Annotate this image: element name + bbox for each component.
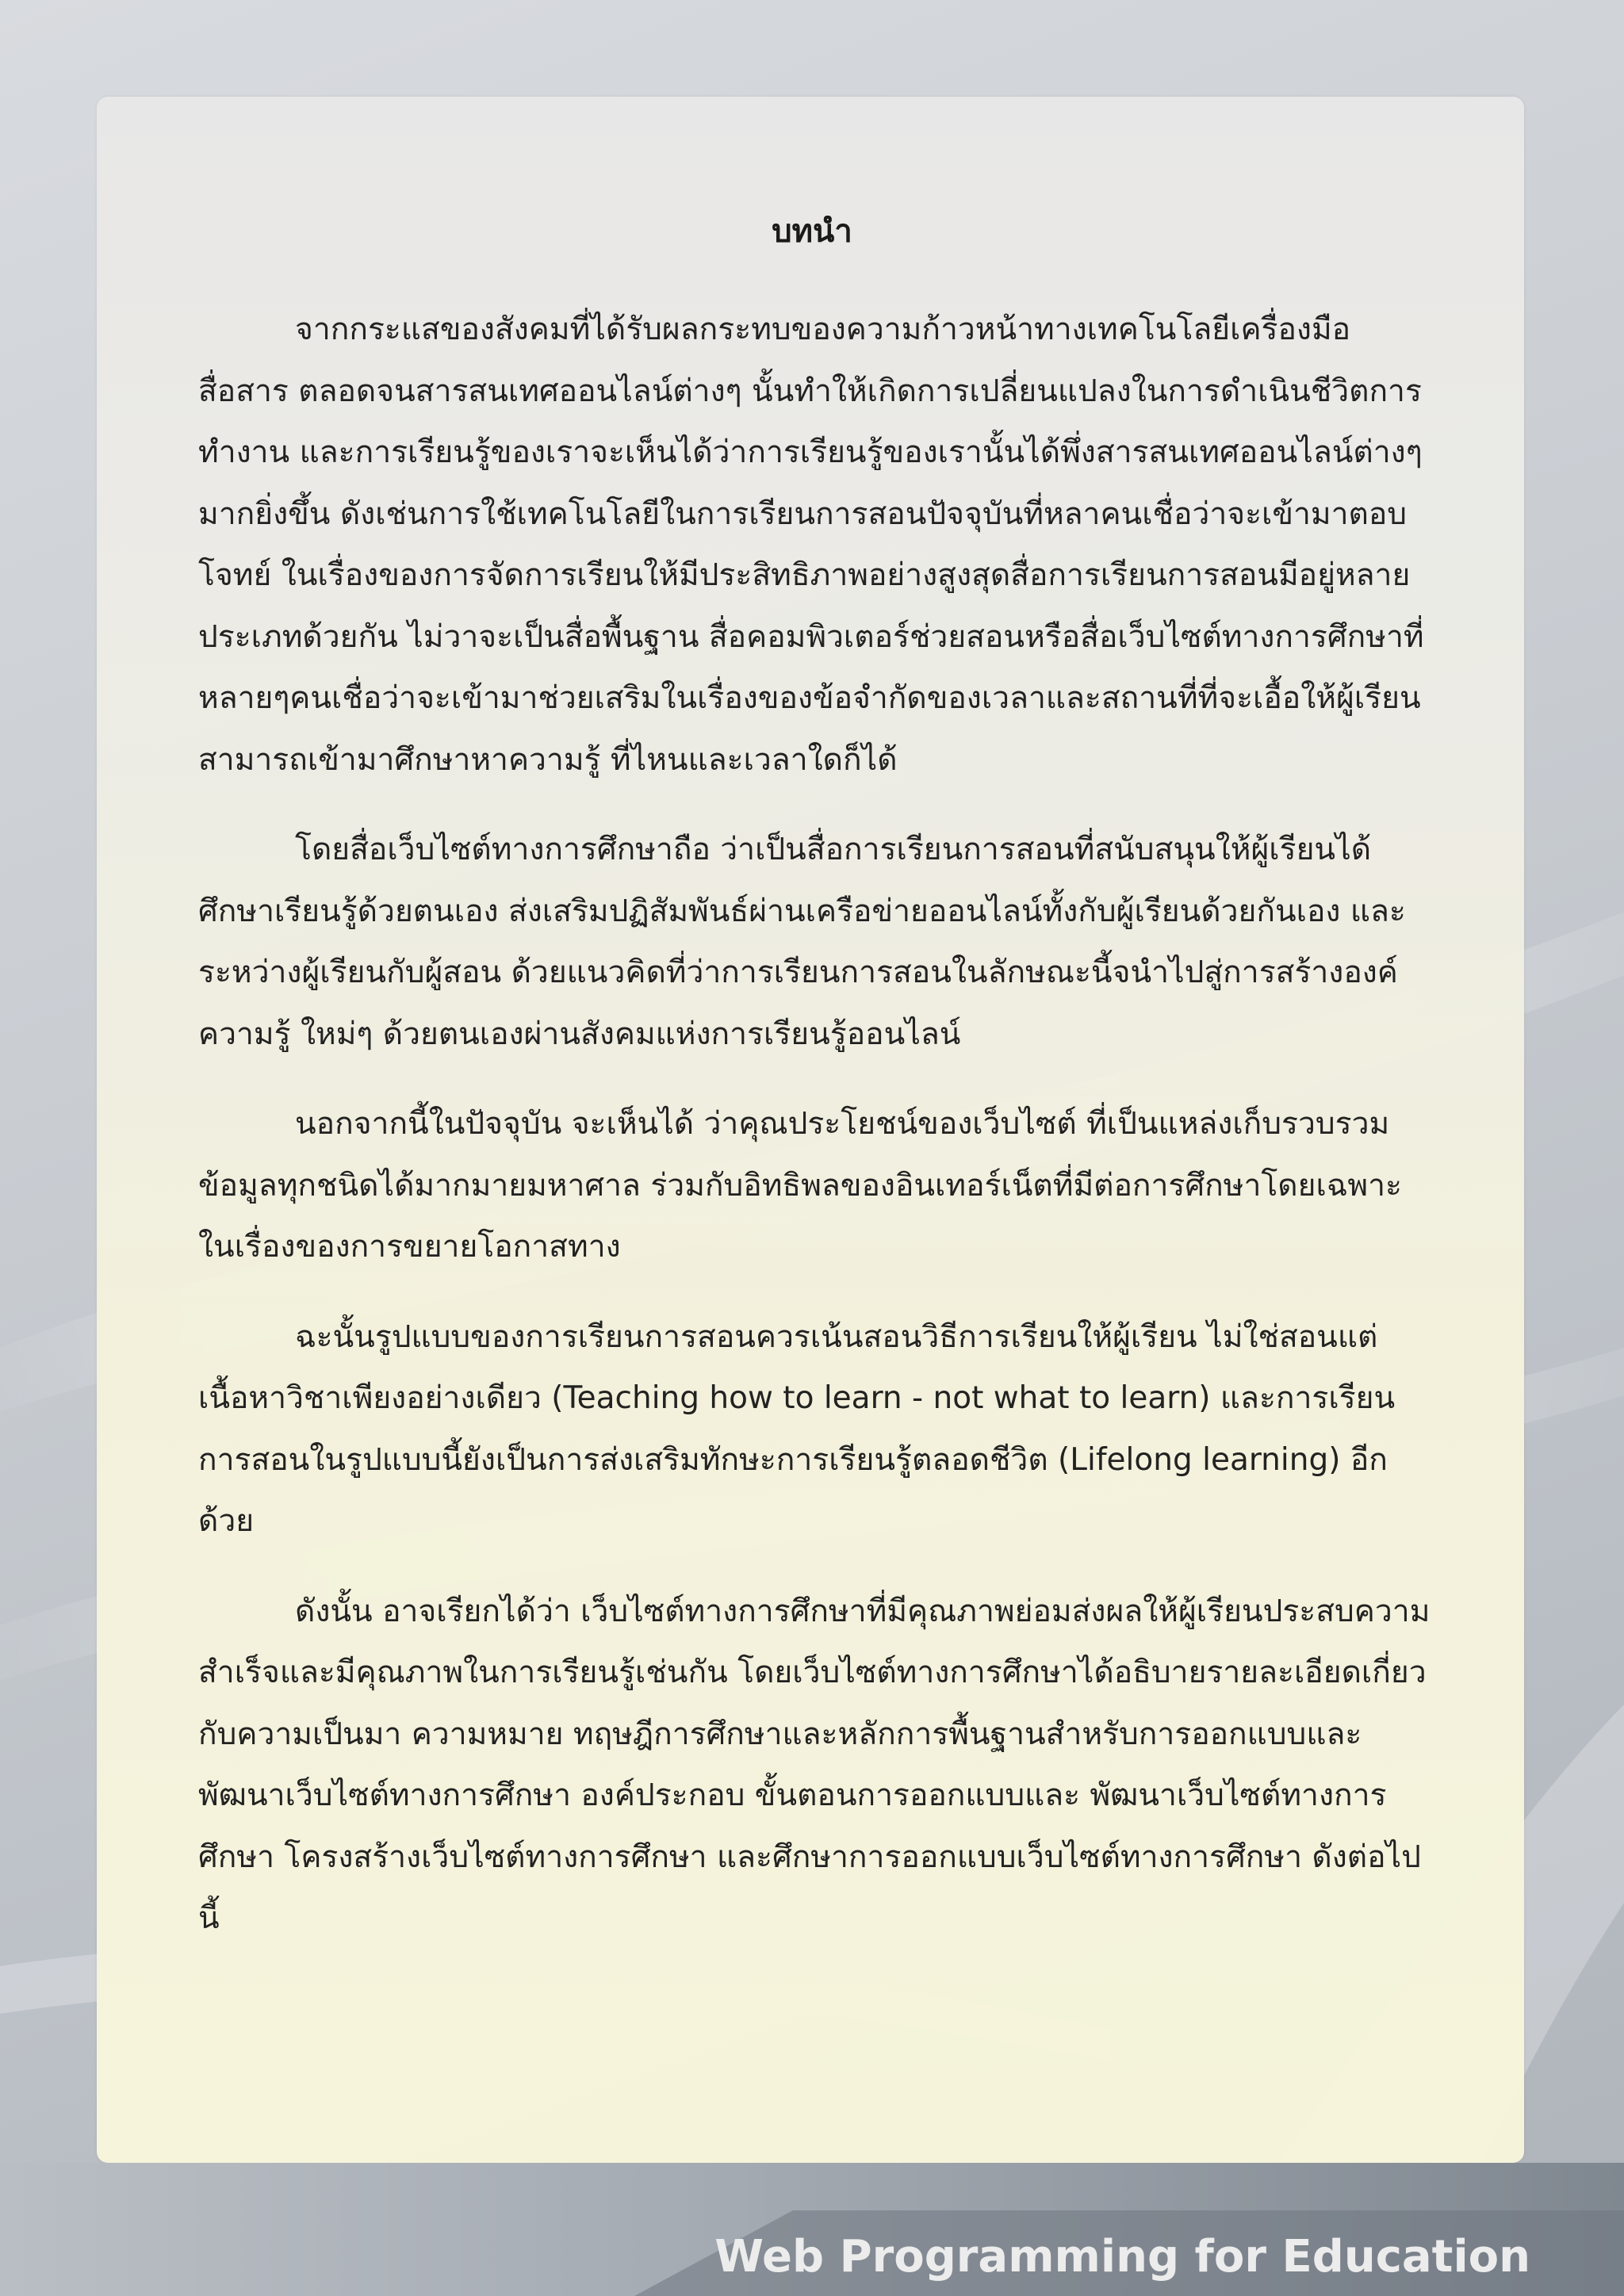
footer-title: Web Programming for Education [714,2231,1530,2283]
paragraph: ฉะนั้นรูปแบบของการเรียนการสอนควรเน้นสอนวิธีการเรียนให้ผู้เรียน ไม่ใช่สอนแต่เนื้อหาวิชาเพียงอย่างเดียว (Teaching how to learn - not what to learn) และการเรียนการสอนในรูปแบบนี้ยังเป็นการส่งเสริมทักษะการเรียนรู้ตลอดชีวิต (Lifelong learning) อีกด้วย [198,1318,1396,1539]
paragraph: จากกระแสของสังคมที่ได้รับผลกระทบของความก้าวหน้าทางเทคโนโลยีเครื่องมือสื่อสาร ตลอดจนสารสนเทศออนไลน์ต่างๆ นั้นทำให้เกิดการเปลี่ยนแปลงในการดำเนินชีวิตการทำงาน และการเรียนรู้ของเราจะเห็นได้ว่าการเรียนรู้ของเรานั้นได้พึ่งสารสนเทศออนไลน์ต่างๆ มากยิ่งขึ้น ดังเช่นการใช้เทคโนโลยีในการเรียนการสอนปัจจุบันที่หลาคนเชื่อว่าจะเข้ามาตอบโจทย์ ในเรื่องของการจัดการเรียนให้มีประสิทธิภาพอย่างสูงสุดสื่อการเรียนการสอนมีอยู่หลายประเภทด้วยกัน ไม่วาจะเป็นสื่อพื้นฐาน สื่อคอมพิวเตอร์ช่วยสอนหรือสื่อเว็บไซต์ทางการศึกษาที่หลายๆคนเชื่อว่าจะเข้ามาช่วยเสริมในเรื่องของข้อจำกัดของเวลาและสถานที่ที่จะเอื้อให้ผู้เรียนสามารถเข้ามาศึกษาหาความรู้ ที่ไหนและเวลาใดก็ได้ [198,312,1424,778]
body-text [198,299,1435,1978]
paragraph: นอกจากนี้ในปัจจุบัน จะเห็นได้ ว่าคุณประโยชน์ของเว็บไซต์ ที่เป็นแหล่งเก็บรวบรวมข้อมูลทุกชนิดได้มากมายมหาศาล ร่วมกับอิทธิพลของอินเทอร์เน็ตที่มีต่อการศึกษาโดยเฉพาะในเรื่องของการขยายโอกาสทาง [198,1106,1402,1265]
page-title: บทนำ [772,213,852,250]
paragraph: โดยสื่อเว็บไซต์ทางการศึกษาถือ ว่าเป็นสื่อการเรียนการสอนที่สนับสนุนให้ผู้เรียนได้ศึกษาเรียนรู้ด้วยตนเอง ส่งเสริมปฏิสัมพันธ์ผ่านเครือข่ายออนไลน์ทั้งกับผู้เรียนด้วยกันเอง และระหว่างผู้เรียนกับผู้สอน ด้วยแนวคิดที่ว่าการเรียนการสอนในลักษณะนี้จนำไปสู่การสร้างองค์ความรู้ ใหม่ๆ ด้วยตนเองผ่านสังคมแห่งการเรียนรู้ออนไลน์ [198,832,1406,1052]
paragraph: ดังนั้น อาจเรียกได้ว่า เว็บไซต์ทางการศึกษาที่มีคุณภาพย่อมส่งผลให้ผู้เรียนประสบความสำเร็จและมีคุณภาพในการเรียนรู้เช่นกัน โดยเว็บไซต์ทางการศึกษาได้อธิบายรายละเอียดเกี่ยวกับความเป็นมา ความหมาย ทฤษฎีการศึกษาและหลักการพื้นฐานสำหรับการออกแบบและพัฒนาเว็บไซต์ทางการศึกษา องค์ประกอบ ขั้นตอนการออกแบบและ พัฒนาเว็บไซต์ทางการศึกษา โครงสร้างเว็บไซต์ทางการศึกษา และศึกษาการออกแบบเว็บไซต์ทางการศึกษา ดังต่อไปนี้ [198,1593,1431,1936]
